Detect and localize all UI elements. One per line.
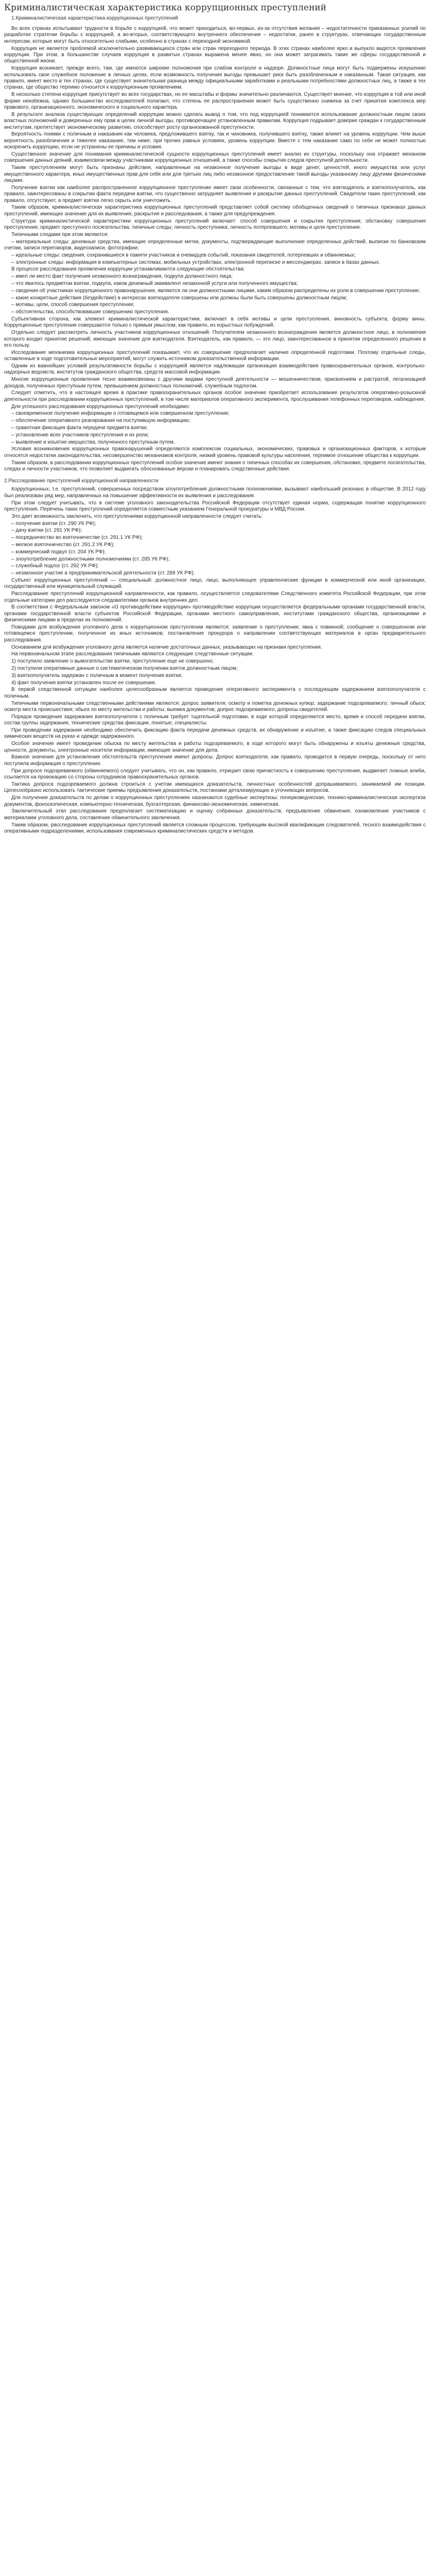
body-paragraph: – сведения об участниках коррупционного правонарушения, являются ли они должностными лицами, каким образом распределены их роли в совершении преступления; <box>11 287 420 294</box>
body-paragraph: 4) факт получения взятки установлен после ее совершения. <box>11 680 156 686</box>
body-paragraph: – обеспечение оперативного реагирования на поступившую информацию; <box>11 418 190 424</box>
body-paragraph: – мелкое взяточничество (ст. 291.2 УК РФ); <box>11 542 115 548</box>
body-paragraph: Во всех странах испытывают трудности в борьбе с коррупцией, что может приходиться, во-первых, из-за отсутствия желания – недостаточности приказанных усилий по разработке стратегии борьбы с коррупцией, а во-вторых, соответствующего внутреннего обеспечения – недостатки, ранее в структурах, отвечающих государственным интересам, которые могут быть относительно слабыми, особенно в странах с переходной экономикой. <box>4 26 426 44</box>
body-paragraph: Заключительный этап расследования предполагает систематизацию и оценку собранных доказательств, предъявление обвинения, ознакомление участников с материалами уголовного дела, составление обвинительного заключения. <box>4 808 426 821</box>
body-paragraph: Многие коррупционные проявления тесно взаимосвязаны с другими видами преступной деятельности — мошенничеством, присвоением и растратой, легализацией доходов, полученных преступным путем, превышением должностных полномочий, служебным подлогом. <box>4 377 426 389</box>
body-paragraph: Получение взятки как наиболее распространенное коррупционное преступление имеет свои особенности, связанные с тем, что взяткодатель и взяткополучатель, как правило, заинтересованы в сокрытии факта передачи взятки, что существенно затрудняет выявление и раскрытие данных преступлений. Свидетели таких преступлений, как правило, отсутствуют, а предмет взятки легко скрыть или уничтожить. <box>4 184 426 204</box>
body-paragraph: – выявление и изъятие имущества, полученного преступным путем. <box>11 439 175 445</box>
article <box>0 0 436 847</box>
body-paragraph: При этом следует учитывать, что в системе уголовного законодательства Российской Федерации отсутствует единая норма, содержащая понятие коррупционного преступления. Перечень таких преступлений определяется совместным указанием Генеральной прокуратуры и МВД России. <box>4 500 426 513</box>
body-paragraph: Субъективная сторона, как элемент криминалистической характеристики, включает в себя мотивы и цели преступления, виновность субъекта, форму вины. Коррупционные преступления совершаются только с прямым умыслом, как правило, из корыстных побуждений. <box>4 316 426 329</box>
body-paragraph: – материальные следы: денежные средства, имеющие определенные метки, документы, подтверждающие выполнение определенных действий, выписки по банковским счетам, записи переговоров, видеозаписи, фотографии; <box>4 239 426 251</box>
body-paragraph: – дачу взятки (ст. 291 УК РФ); <box>11 528 82 534</box>
body-paragraph: Таким образом, расследование коррупционных преступлений является сложным процессом, требующим высокой квалификации следователей, тесного взаимодействия с оперативными подразделениями, использования современных криминалистических средств и методов. <box>4 822 426 834</box>
body-paragraph: Исследование механизма коррупционных преступлений показывает, что их совершение предполагает наличие определенной подготовки. Поэтому отдельные следы, оставленные в ходе подготовительных мероприятий, могут служить источником доказательственной информации. <box>4 349 426 362</box>
body-paragraph: Коррупция возникает, прежде всего, там, где имеются широкие полномочия при слабом контроле и надзоре. Должностные лица могут быть подвержены искушению использовать свое служебное положение в личных целях, если возможность получения выгоды превышает риск быть разоблаченным и наказанным. Такая ситуация, как правило, имеет место в тех странах, где существует значительная разница между официальными заработками и реальными потребностями должностных лиц, а также в тех странах, где общество терпимо относится к коррупционным проявлениям. <box>4 65 426 91</box>
body-paragraph: – что явилось предметом взятки, подкупа, каков денежный эквивалент незаконной услуги или полученного имущества; <box>11 281 298 287</box>
body-paragraph: В процессе расследования проявления коррупции устанавливаются следующие обстоятельства: <box>11 266 245 273</box>
body-paragraph: – грамотная фиксация факта передачи предмета взятки; <box>11 425 148 431</box>
body-paragraph: – своевременное получение информации о готовящемся или совершенном преступлении; <box>11 411 230 417</box>
body-paragraph: Особое значение имеет проведение обыска по месту жительства и работы подозреваемого, в ходе которого могут быть обнаружены и изъяты денежные средства, ценности, документы, электронные носители информации, имеющие значение для дела. <box>4 741 426 753</box>
page-subtitle: 1.Криминалистическая характеристика коррупционных преступлений <box>11 15 178 21</box>
body-paragraph: – какие конкретные действия (бездействие) в интересах взяткодателя совершены или должны были быть совершены должностным лицом; <box>11 295 347 301</box>
article-section <box>4 478 426 835</box>
body-paragraph: Коррупционных, т.е. преступлений, совершенных посредством злоупотребления должностными полномочиями, вызывают наибольший резонанс в обществе. В 2012 году был реализован ряд мер, направленных на повышение эффективности их выявления и расследования. <box>4 486 426 499</box>
body-paragraph: При проведении задержания необходимо обеспечить фиксацию факта передачи денежных средств, их обнаружение и изъятие, а также фиксацию следов специальных химических веществ на руках и одежде задержанного. <box>4 727 426 740</box>
body-paragraph: Структура криминалистической характеристики коррупционных преступлений включает: способ совершения и сокрытия преступления; обстановку совершения преступления; предмет преступного посягательства; типичные следы; личность преступника; личность потерпевшего; мотивы и цели преступления. <box>4 218 426 231</box>
body-paragraph: – посредничество во взяточничестве (ст. 291.1 УК РФ); <box>11 535 143 541</box>
body-paragraph: В соответствии с Федеральным законом «О противодействии коррупции» противодействие коррупции осуществляется федеральными органами государственной власти, органами государственной власти субъектов Российской Федерации, органами местного самоуправления, институтами гражданского общества, организациями и физическими лицами в пределах их полномочий. <box>4 604 426 623</box>
section-heading: 2.Расследование преступлений коррупционной направленности <box>4 478 159 484</box>
body-paragraph: В первой следственной ситуации наиболее целесообразным является проведение оперативного эксперимента с последующим задержанием взяткополучателя с поличным. <box>4 687 426 699</box>
body-paragraph: Порядок проведения задержания взяткополучателя с поличным требует тщательной подготовки, в ходе которой определяются место, время и способ передачи взятки, состав группы задержания, технические средства фиксации, понятые, специалисты. <box>4 714 426 726</box>
body-paragraph: Условия возникновения коррупционных правонарушений определяются комплексом социальных, экономических, правовых и организационных факторов, к которым относятся недостатки законодательства, несовершенство механизмов контроля, низкий уровень правовой культуры населения, терпимое отношение общества к коррупции. <box>4 446 426 459</box>
body-paragraph: Для успешного расследования коррупционных преступлений необходимо: <box>11 403 190 410</box>
body-paragraph: 2) поступили оперативные данные о систематическом получении взяток должностным лицом; <box>11 666 238 672</box>
body-paragraph: – электронные следы: информация в компьютерных системах, мобильных устройствах, электронной переписке и мессенджерах, записи в базах данных. <box>11 259 380 265</box>
body-paragraph: 1) поступило заявление о вымогательстве взятки, преступление еще не совершено; <box>11 658 214 665</box>
body-paragraph: При допросе подозреваемого (обвиняемого) следует учитывать, что он, как правило, отрицает свою причастность к совершению преступления, выдвигает ложные алиби, ссылается на провокацию со стороны сотрудников правоохранительных органов. <box>4 768 426 781</box>
body-paragraph: – злоупотребление должностными полномочиями (ст. 285 УК РФ); <box>11 556 170 562</box>
body-paragraph: Основанием для возбуждения уголовного дела является наличие достаточных данных, указывающих на признаки преступления. <box>11 644 322 650</box>
body-paragraph: На первоначальном этапе расследования типичными являются следующие следственные ситуации: <box>11 651 254 657</box>
body-paragraph: Таким образом, криминалистическая характеристика коррупционных преступлений представляет собой систему обобщенных сведений о типичных признаках данных преступлений, имеющих значение для их выявления, раскрытия и расследования, а также для предупреждения. <box>4 205 426 217</box>
body-paragraph: Таким образом, в расследовании коррупционных преступлений особое значение имеют знания о типичных способах их совершения, обстановке, предмете посягательства, следах и личности участников, что позволяет выдвигать обоснованные версии и планировать следственные действия. <box>4 460 426 472</box>
body-paragraph: – идеальные следы: сведения, сохранившиеся в памяти участников и очевидцев событий, показания свидетелей, потерпевших и обвиняемых; <box>11 252 356 258</box>
body-paragraph: Типичными следами при этом являются: <box>11 231 109 238</box>
article-body <box>4 26 426 835</box>
body-paragraph: В несколько степени коррупция присутствует во всех государствах, но ее масштабы и формы значительно различаются. Существует мнение, что коррупция в той или иной форме неизбежна, однако большинство исследователей полагают, что степень ее распространения может быть существенно снижена за счет принятия комплекса мер правового, организационного, экономического и социального характера. <box>4 92 426 111</box>
body-paragraph: – мотивы, цели, способ совершения преступления; <box>11 302 134 308</box>
body-paragraph: 3) взяткополучатель задержан с поличным в момент получения взятки; <box>11 672 183 679</box>
body-paragraph: Типичными первоначальными следственными действиями являются: допрос заявителя; осмотр и пометка денежных купюр; задержание подозреваемого; личный обыск; осмотр места происшествия; обыск по месту жительства и работы; выемка документов; допрос подозреваемого; допросы свидетелей. <box>4 700 426 713</box>
body-paragraph: Коррупция не является проблемой исключительно развивающихся стран или стран переходного периода. В этих странах наиболее ярко и выпукло видятся проявления коррупции. При этом, в большинстве случаев коррупция в развитых странах выражена менее явно, но она может затрагивать такие же сферы государственной и общественной жизни. <box>4 45 426 64</box>
body-paragraph: В результате анализа существующих определений коррупции можно сделать вывод о том, что под коррупцией понимается использование должностным лицом своих властных полномочий и доверенных ему прав в целях личной выгоды, противоречащее установленным правилам. Коррупция подрывает доверие граждан к государственным институтам, препятствует экономическому развитию, способствует росту организованной преступности. <box>4 111 426 130</box>
body-paragraph: – обстоятельства, способствовавшие совершению преступления. <box>11 309 169 315</box>
body-paragraph: Расследование преступлений коррупционной направленности, как правило, осуществляется следователями Следственного комитета Российской Федерации, при этом отдельные категории дел расследуются следователями органов внутренних дел. <box>4 591 426 603</box>
body-paragraph: Это дает возможность заключить, что преступлениями коррупционной направленности следует считать: <box>11 513 263 519</box>
body-paragraph: Вероятность поимки с поличным и наказания как человека, предложившего взятку, так и чиновника, получившего взятку, также влияет на уровень коррупции. Чем выше вероятность разоблачения и тяжелее наказание, тем ниже, при прочих равных условиях, уровень коррупции. Вместе с тем наказание само по себе не может полностью искоренить коррупцию, если не устранены ее причины и условия. <box>4 131 426 150</box>
article-section <box>4 26 426 472</box>
body-paragraph: – служебный подлог (ст. 292 УК РФ); <box>11 563 99 569</box>
body-paragraph: – получение взятки (ст. 290 УК РФ); <box>11 520 96 527</box>
body-paragraph: Отдельно следует рассмотреть личность участников коррупционных отношений. Получателем незаконного вознаграждения является должностное лицо, в полномочия которого входит принятие решений, имеющих значение для взяткодателя. Взяткодатель, как правило, — это лицо, заинтересованное в принятии определенного решения в его пользу. <box>4 330 426 349</box>
body-paragraph: Субъект коррупционных преступлений — специальный: должностное лицо, лицо, выполняющее управленческие функции в коммерческой или иной организации, государственный или муниципальный служащий. <box>4 578 426 590</box>
body-paragraph: Тактика допроса подозреваемого должна строиться с учетом имеющихся доказательств, личностных особенностей допрашиваемого, занимаемой им позиции. Целесообразно использовать тактические приемы предъявления доказательств, постановки детализирующих и уточняющих вопросов. <box>4 781 426 794</box>
body-paragraph: Существенное значение для понимания криминалистической сущности коррупционных преступлений имеет анализ их структуры, поскольку она отражает механизм совершения данных деяний, взаимосвязи между участниками коррупционных отношений, а также способы сокрытия следов преступной деятельности. <box>4 151 426 164</box>
body-paragraph: – установление всех участников преступления и их роли; <box>11 432 149 438</box>
body-paragraph: Для получения доказательств по делам о коррупционных преступлениях назначаются судебные экспертизы: почерковедческая, технико-криминалистическая экспертиза документов, фоноскопическая, компьютерно-техническая, бухгалтерская, финансово-экономическая, химическая. <box>4 795 426 807</box>
body-paragraph: Поводами для возбуждения уголовного дела о коррупционном преступлении являются: заявление о преступлении; явка с повинной; сообщение о совершенном или готовящемся преступлении, полученное из иных источников; постановление прокурора о направлении соответствующих материалов в орган предварительного расследования. <box>4 624 426 643</box>
body-paragraph: – коммерческий подкуп (ст. 204 УК РФ); <box>11 549 106 555</box>
body-paragraph: Одним из важнейших условий результативности борьбы с коррупцией является надлежащая организация взаимодействия правоохранительных органов, контрольно-надзорных ведомств, институтов гражданского общества, средств массовой информации. <box>4 363 426 376</box>
body-paragraph: – незаконное участие в предпринимательской деятельности (ст. 289 УК РФ). <box>11 570 195 577</box>
body-paragraph: Важное значение для установления обстоятельств преступления имеют допросы. Допрос взяткодателя, как правило, проводится в первую очередь, поскольку от него поступила информация о преступлении. <box>4 754 426 767</box>
page-title: Криминалистическая характеристика коррупционных преступлений <box>4 3 326 13</box>
body-paragraph: Таким преступлением могут быть признаны действия, направленные на незаконное получение выгоды в виде денег, ценностей, иного имущества или услуг имущественного характера, иных имущественных прав для себя или для третьих лиц либо незаконное предоставление такой выгоды указанному лицу другими физическими лицами. <box>4 165 426 184</box>
body-paragraph: – имел ли место факт получения незаконного вознаграждения, подкупа должностного лица; <box>11 274 233 280</box>
body-paragraph: Следует отметить, что в настоящее время в практике правоохранительных органов особое значение приобретает использование результатов оперативно-розыскной деятельности при расследовании коррупционных преступлений, в том числе материалов оперативного эксперимента, прослушивания телефонных переговоров, наблюдения. <box>4 390 426 402</box>
